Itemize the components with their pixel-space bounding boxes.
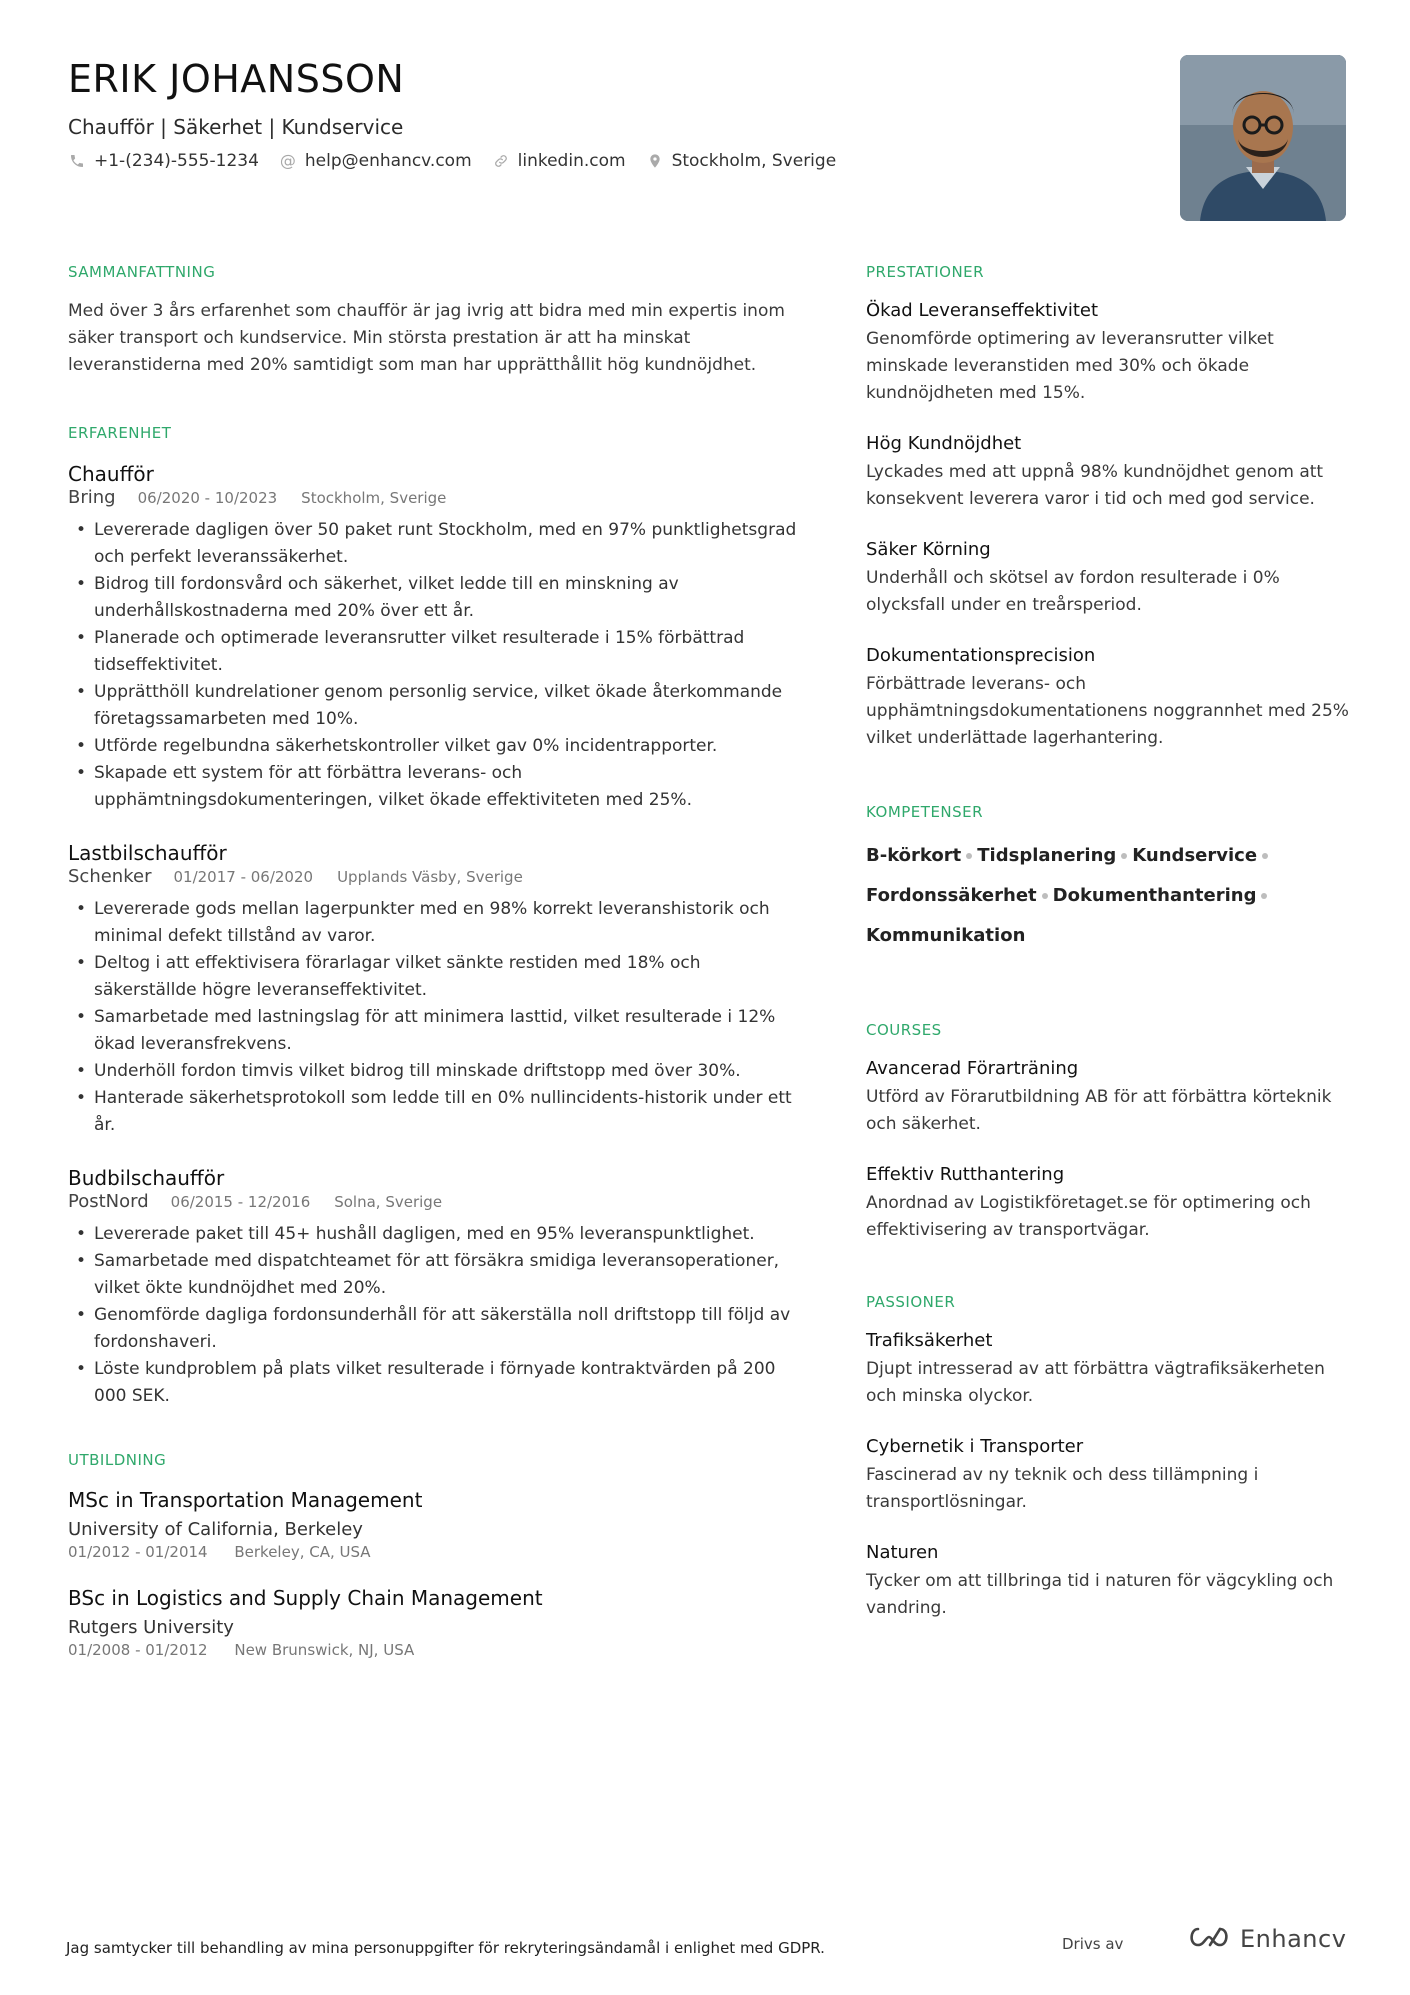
job-company: PostNord	[68, 1191, 149, 1212]
education-meta	[68, 1640, 798, 1660]
phone-text: +1-(234)-555-1234	[94, 151, 259, 171]
skills-section	[866, 802, 1352, 956]
achievement-item	[866, 537, 1352, 619]
link-icon	[492, 152, 510, 170]
list-item: • Utförde regelbundna säkerhetskontroller vilket gav 0% incidentrapporter.	[68, 733, 798, 760]
passion-item	[866, 1434, 1352, 1516]
enhancv-logo-icon	[1186, 1924, 1232, 1954]
passions-section	[866, 1292, 1352, 1622]
list-item: • Deltog i att effektivisera förarlagar vilket sänkte restiden med 18% och säkerställde högre leveranseffektivitet.	[68, 950, 798, 1004]
contact-email[interactable]	[279, 149, 472, 173]
list-item: • Underhöll fordon timvis vilket bidrog till minskade driftstopp med över 30%.	[68, 1058, 798, 1085]
job-title: Lastbilschaufför	[68, 841, 227, 865]
resume-header	[68, 56, 1168, 173]
education-dates: 01/2012 - 01/2014	[68, 1543, 208, 1561]
skills-list	[866, 836, 1352, 956]
section-heading: PRESTATIONER	[866, 263, 985, 281]
phone-icon	[68, 152, 86, 170]
job-title: Chaufför	[68, 462, 154, 486]
skill-tag: Dokumenthantering	[1052, 885, 1257, 906]
section-heading: ERFARENHET	[68, 424, 172, 442]
left-column	[68, 262, 798, 1696]
passion-desc: Fascinerad av ny teknik och dess tillämpning i transportlösningar.	[866, 1465, 1259, 1512]
education-dates: 01/2008 - 01/2012	[68, 1641, 208, 1659]
education-entry	[68, 1584, 798, 1660]
passion-title: Naturen	[866, 1542, 939, 1563]
gdpr-consent: Jag samtycker till behandling av mina personuppgifter för rekryteringsändamål i enlighet med GDPR.	[66, 1939, 825, 1957]
contact-linkedin[interactable]	[492, 149, 626, 173]
list-item: • Upprätthöll kundrelationer genom personlig service, vilket ökade återkommande företagssamarbeten med 10%.	[68, 679, 798, 733]
achievement-desc: Underhåll och skötsel av fordon resulterade i 0% olycksfall under en treårsperiod.	[866, 568, 1280, 615]
experience-section	[68, 423, 798, 1410]
course-title: Avancerad Förarträning	[866, 1058, 1079, 1079]
job-entry	[68, 461, 798, 814]
job-location: Solna, Sverige	[334, 1193, 443, 1211]
course-title: Effektiv Rutthantering	[866, 1164, 1065, 1185]
degree-title: MSc in Transportation Management	[68, 1488, 423, 1512]
list-item: • Levererade gods mellan lagerpunkter med en 98% korrekt leveranshistorik och minimal defekt tillstånd av varor.	[68, 896, 798, 950]
job-company: Bring	[68, 487, 116, 508]
section-heading: SAMMANFATTNING	[68, 263, 216, 281]
location-text: Stockholm, Sverige	[671, 151, 837, 171]
degree-title: BSc in Logistics and Supply Chain Management	[68, 1586, 543, 1610]
course-desc: Anordnad av Logistikföretaget.se för optimering och effektivisering av transportvägar.	[866, 1193, 1311, 1240]
education-entry	[68, 1486, 798, 1562]
contact-phone[interactable]	[68, 149, 259, 173]
education-meta	[68, 1542, 798, 1562]
list-item: • Skapade ett system för att förbättra leverans- och upphämtningsdokumenteringen, vilket ökade effektiviteten med 25%.	[68, 760, 798, 814]
job-meta	[68, 487, 798, 509]
separator-dot	[1042, 893, 1048, 899]
passion-desc: Tycker om att tillbringa tid i naturen för vägcykling och vandring.	[866, 1571, 1334, 1618]
job-entry	[68, 1165, 798, 1410]
list-item: • Genomförde dagliga fordonsunderhåll för att säkerställa noll driftstopp till följd av fordonshaveri.	[68, 1302, 798, 1356]
summary-section	[68, 262, 798, 379]
section-heading: COURSES	[866, 1021, 942, 1039]
job-entry	[68, 840, 798, 1139]
right-column	[866, 262, 1352, 1658]
achievement-title: Hög Kundnöjdhet	[866, 433, 1022, 454]
achievement-item	[866, 431, 1352, 513]
achievement-item	[866, 643, 1352, 752]
courses-section	[866, 1020, 1352, 1244]
passion-item	[866, 1328, 1352, 1410]
candidate-title: Chaufför | Säkerhet | Kundservice	[68, 115, 404, 139]
passion-desc: Djupt intresserad av att förbättra vägtrafiksäkerheten och minska olyckor.	[866, 1359, 1325, 1406]
job-company: Schenker	[68, 866, 152, 887]
skill-tag: Fordonssäkerhet	[866, 885, 1037, 906]
skill-tag: Kommunikation	[866, 925, 1026, 946]
email-text: help@enhancv.com	[304, 151, 472, 171]
education-location: New Brunswick, NJ, USA	[234, 1641, 415, 1659]
enhancv-brand-name: Enhancv	[1240, 1925, 1347, 1953]
separator-dot	[966, 853, 972, 859]
school-name: Rutgers University	[68, 1617, 234, 1638]
skill-tag: Tidsplanering	[977, 845, 1117, 866]
achievement-desc: Förbättrade leverans- och upphämtningsdokumentationens noggrannhet med 25% vilket underlättade lagerhantering.	[866, 674, 1349, 748]
list-item: • Levererade dagligen över 50 paket runt Stockholm, med en 97% punktlighetsgrad och perfekt leveranssäkerhet.	[68, 517, 798, 571]
enhancv-brand[interactable]	[1186, 1924, 1346, 1954]
job-meta	[68, 1191, 798, 1213]
education-section	[68, 1450, 798, 1660]
summary-text: Med över 3 års erfarenhet som chaufför är jag ivrig att bidra med min expertis inom säker transport och kundservice. Min största prestation är att ha minskat leveranstiderna med 20% samtidigt som man har upprätthållit hög kundnöjdhet.	[68, 301, 785, 375]
list-item: • Samarbetade med lastningslag för att minimera lasttid, vilket resulterade i 12% ökad leveransfrekvens.	[68, 1004, 798, 1058]
passion-item	[866, 1540, 1352, 1622]
achievement-title: Dokumentationsprecision	[866, 645, 1096, 666]
separator-dot	[1261, 893, 1267, 899]
course-item	[866, 1162, 1352, 1244]
list-item: • Samarbetade med dispatchteamet för att försäkra smidiga leveransoperationer, vilket ökte kundnöjdhet med 20%.	[68, 1248, 798, 1302]
separator-dot	[1262, 853, 1268, 859]
skill-tag: B-körkort	[866, 845, 962, 866]
list-item: • Bidrog till fordonsvård och säkerhet, vilket ledde till en minskning av underhållskostnaderna med 20% över ett år.	[68, 571, 798, 625]
course-desc: Utförd av Förarutbildning AB för att förbättra körteknik och säkerhet.	[866, 1087, 1332, 1134]
job-dates: 06/2020 - 10/2023	[137, 489, 278, 507]
list-item: • Planerade och optimerade leveransrutter vilket resulterade i 15% förbättrad tidseffektivitet.	[68, 625, 798, 679]
passion-title: Trafiksäkerhet	[866, 1330, 993, 1351]
job-title: Budbilschaufför	[68, 1166, 225, 1190]
powered-by-label: Drivs av	[1062, 1935, 1124, 1953]
job-location: Upplands Väsby, Sverige	[337, 868, 523, 886]
achievement-title: Säker Körning	[866, 539, 991, 560]
school-name: University of California, Berkeley	[68, 1519, 363, 1540]
list-item: • Hanterade säkerhetsprotokoll som ledde till en 0% nullincidents-historik under ett år.	[68, 1085, 798, 1139]
section-heading: PASSIONER	[866, 1293, 956, 1311]
list-item: • Levererade paket till 45+ hushåll dagligen, med en 95% leveranspunktlighet.	[68, 1221, 798, 1248]
achievements-section	[866, 262, 1352, 752]
location-pin-icon	[646, 152, 664, 170]
skill-tag: Kundservice	[1132, 845, 1258, 866]
education-location: Berkeley, CA, USA	[234, 1543, 371, 1561]
course-item	[866, 1056, 1352, 1138]
achievement-title: Ökad Leveranseffektivitet	[866, 300, 1099, 321]
candidate-name: ERIK JOHANSSON	[68, 57, 405, 101]
achievement-desc: Lyckades med att uppnå 98% kundnöjdhet genom att konsekvent leverera varor i tid och med god service.	[866, 462, 1324, 509]
job-meta	[68, 866, 798, 888]
contact-row	[68, 149, 1168, 173]
at-icon: @	[279, 151, 296, 170]
contact-location	[646, 149, 837, 173]
list-item: • Löste kundproblem på plats vilket resulterade i förnyade kontraktvärden på 200 000 SEK.	[68, 1356, 798, 1410]
job-location: Stockholm, Sverige	[301, 489, 447, 507]
achievement-desc: Genomförde optimering av leveransrutter vilket minskade leveranstiden med 30% och ökade kundnöjdheten med 15%.	[866, 329, 1274, 403]
achievement-item	[866, 298, 1352, 407]
passion-title: Cybernetik i Transporter	[866, 1436, 1084, 1457]
separator-dot	[1121, 853, 1127, 859]
section-heading: KOMPETENSER	[866, 803, 984, 821]
job-bullets	[68, 1221, 798, 1410]
linkedin-text: linkedin.com	[517, 151, 626, 171]
profile-photo	[1180, 55, 1346, 221]
job-bullets	[68, 896, 798, 1139]
job-dates: 01/2017 - 06/2020	[173, 868, 314, 886]
section-heading: UTBILDNING	[68, 1451, 167, 1469]
job-dates: 06/2015 - 12/2016	[170, 1193, 311, 1211]
job-bullets	[68, 517, 798, 814]
